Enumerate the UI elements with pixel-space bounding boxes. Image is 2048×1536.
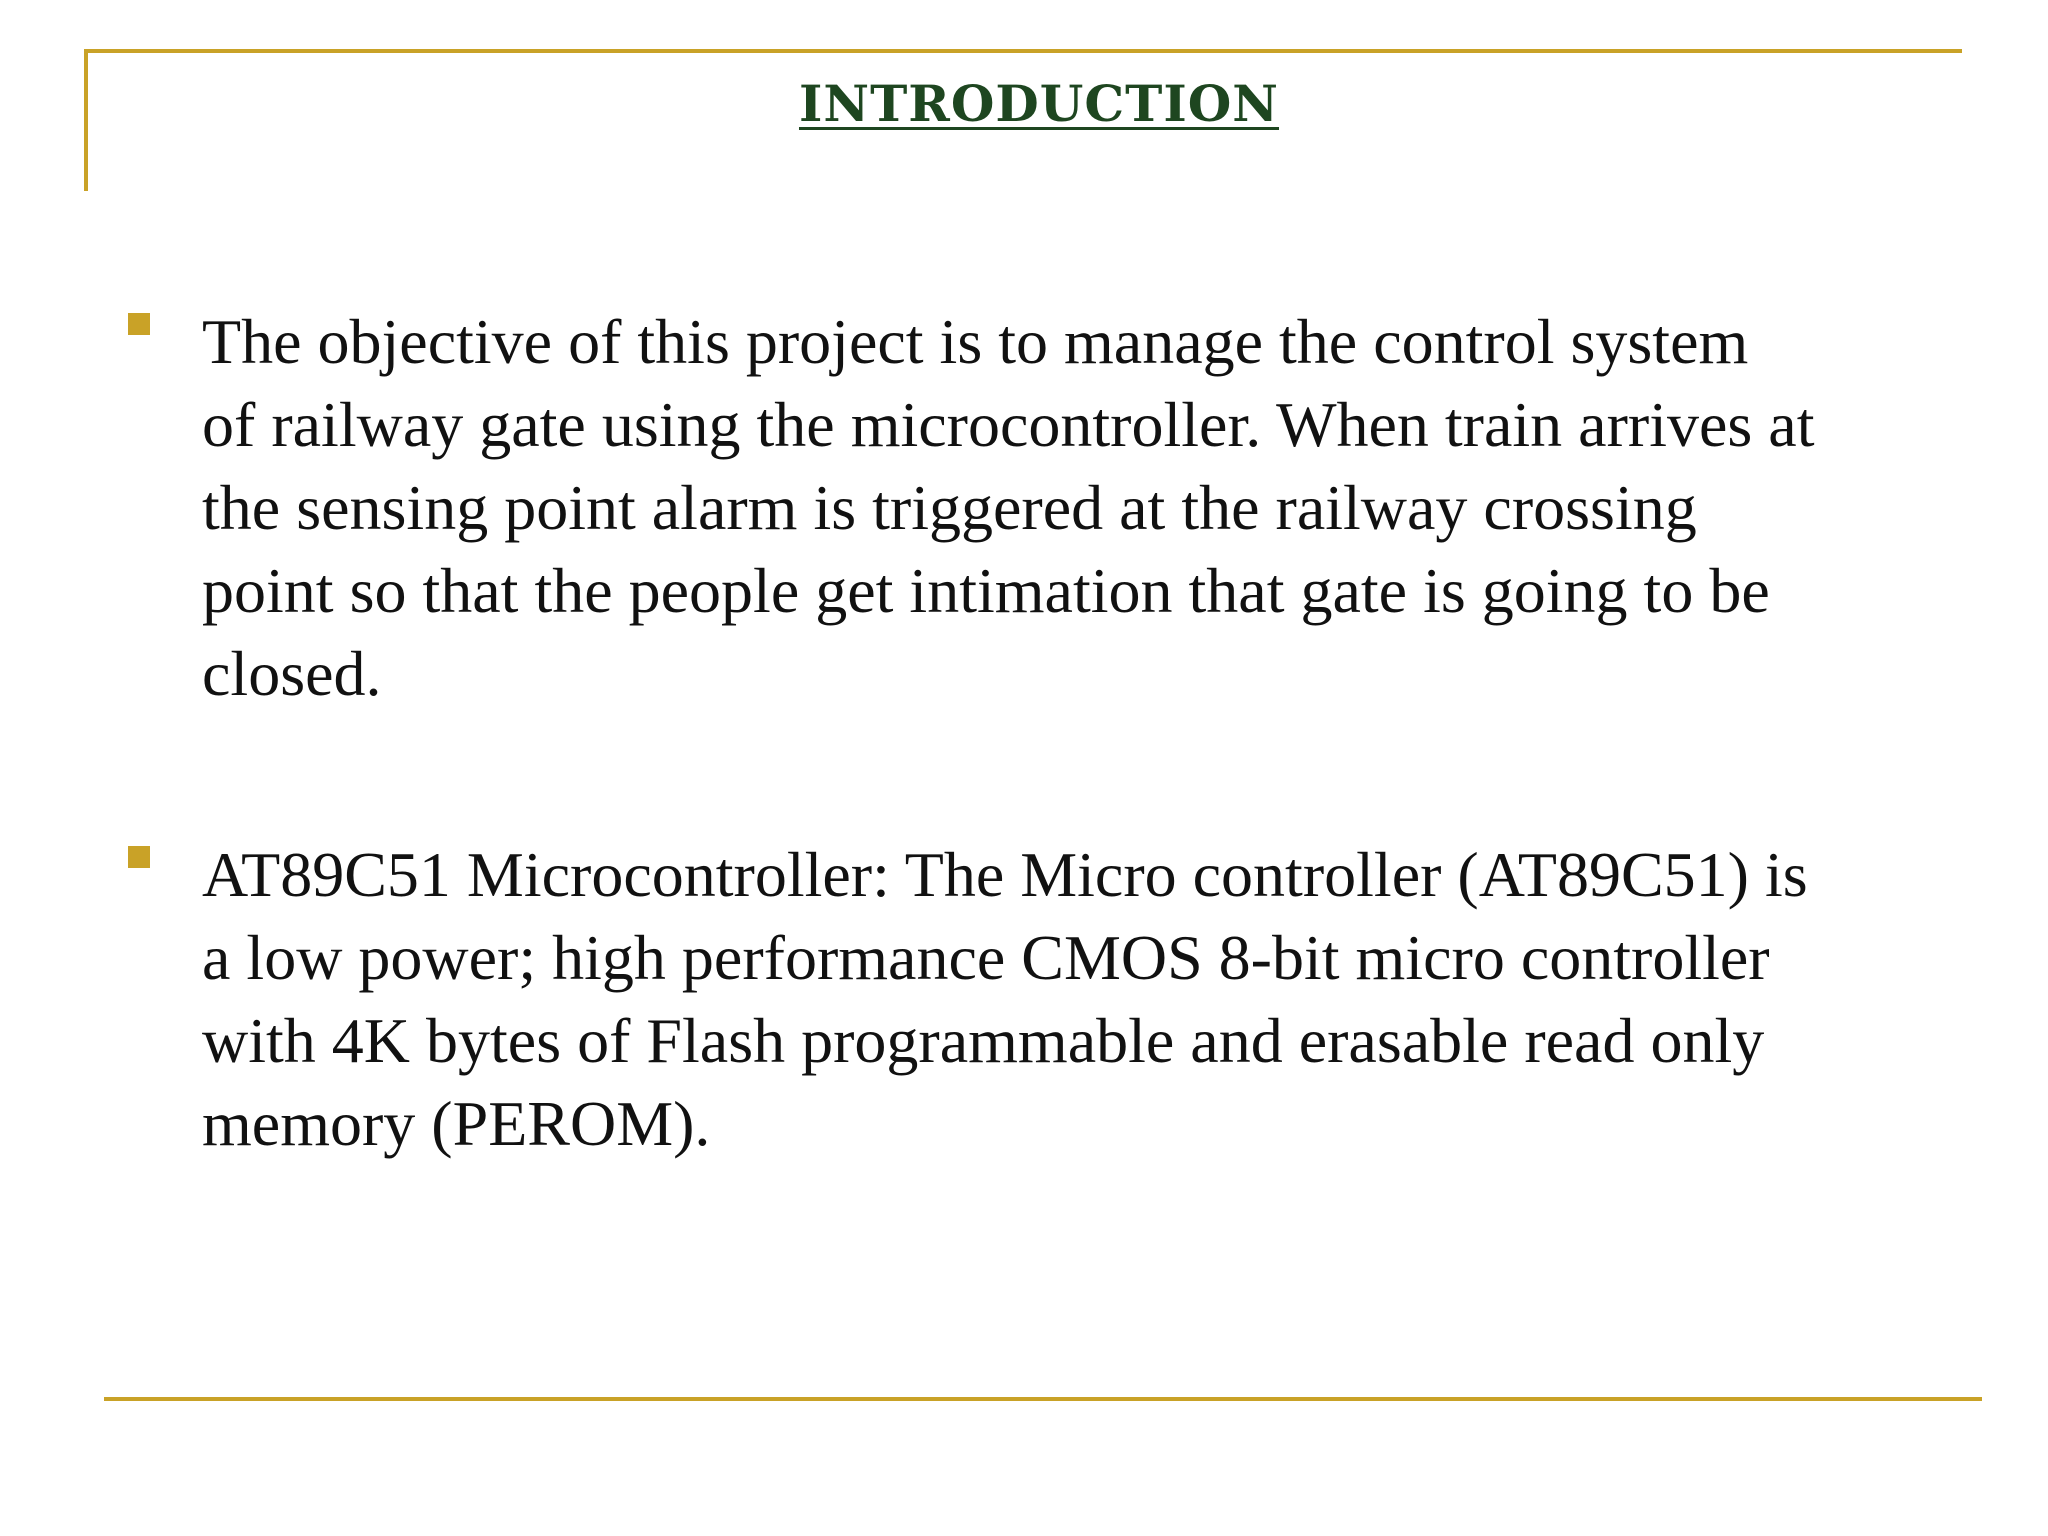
top-border-line [86, 49, 1962, 53]
bottom-border-line [104, 1397, 1982, 1401]
bullet-text: The objective of this project is to manage the control system of railway gate using the microcontroller. When train arrives at the sensing point alarm is triggered at the railway crossing point so that the people get intimation that gate is going to be closed. [202, 306, 1815, 709]
slide-title: INTRODUCTION [798, 74, 1280, 133]
square-bullet-icon [128, 313, 150, 335]
bullet-item-objective [126, 300, 1816, 715]
bullet-list [126, 300, 1816, 1165]
square-bullet-icon [128, 846, 150, 868]
bullet-item-microcontroller [126, 833, 1816, 1165]
bullet-text: AT89C51 Microcontroller: The Micro controller (AT89C51) is a low power; high performance CMOS 8-bit micro controller with 4K bytes of Flash programmable and erasable read only memory (PEROM). [202, 839, 1808, 1159]
